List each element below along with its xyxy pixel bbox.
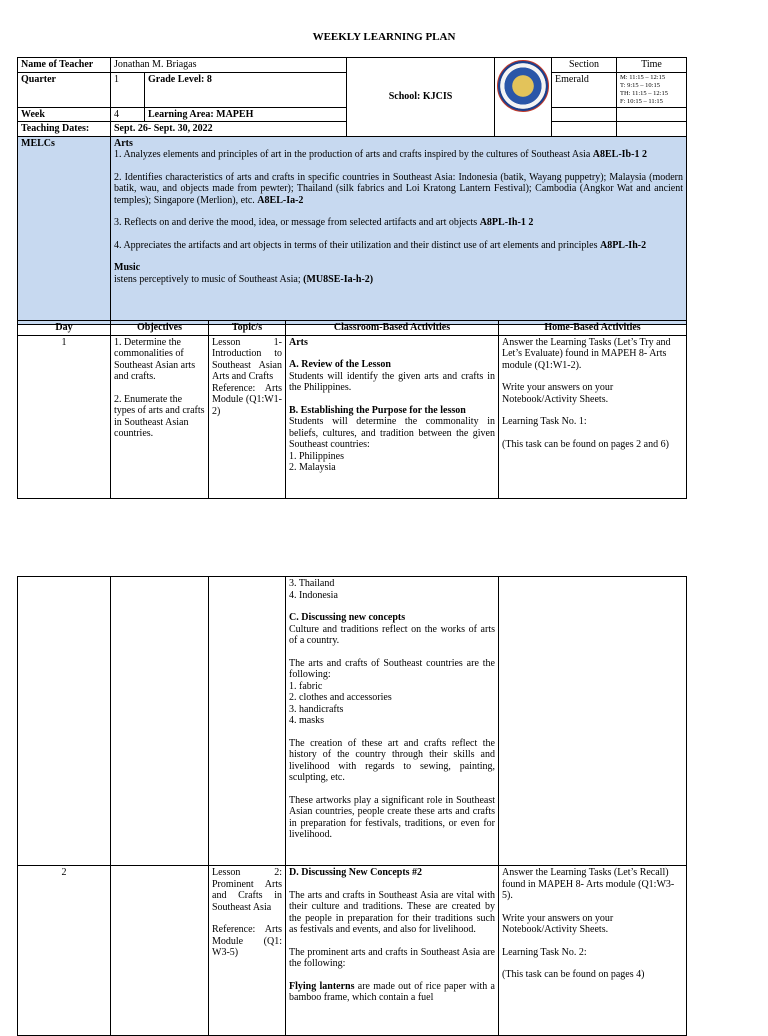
melc-item: 4. Appreciates the artifacts and art objects in terms of their utilization and their distinct use of art elements and principles A8PL-Ih-2: [114, 239, 647, 251]
empty-cell: [18, 577, 111, 866]
topic-title: Lesson 1- Introduction to Southeast Asian Arts and Crafts: [212, 336, 282, 382]
time-line: M: 11:15 – 12:15: [620, 73, 666, 81]
document-title: WEEKLY LEARNING PLAN: [312, 31, 456, 43]
empty-cell: [617, 122, 687, 137]
list-item: 4. masks: [289, 715, 324, 726]
home-activity: Answer the Learning Tasks (Let’s Try and Let’s Evaluate) found in MAPEH 8- Arts module (Q1:W1-2).: [502, 336, 671, 371]
home-activity: (This task can be found on pages 2 and 6): [502, 438, 669, 450]
day-number: 1: [18, 335, 111, 498]
section-value: Emerald: [552, 72, 617, 107]
melcs-music-heading: Music: [114, 262, 141, 273]
objective: 2. Enumerate the types of arts and crafts in Southeast Asian countries.: [114, 393, 205, 439]
school-seal-cell: [495, 58, 552, 137]
empty-cell: [499, 577, 687, 866]
list-intro: The arts and crafts of Southeast countries are the following:: [289, 657, 495, 680]
classroom-cell: [286, 335, 499, 498]
home-activity: Learning Task No. 2:: [502, 946, 587, 958]
concepts-heading: D. Discussing New Concepts #2: [289, 867, 423, 878]
activities-table-page2: [17, 576, 687, 1036]
home-activity: (This task can be found on pages 4): [502, 969, 645, 980]
topic-title: Lesson 2: Prominent Arts and Crafts in Southeast Asia: [212, 867, 282, 913]
col-objectives: Objectives: [111, 321, 209, 336]
empty-cell: [111, 866, 209, 1036]
teacher-label: Name of Teacher: [18, 58, 111, 73]
quarter-label: Quarter: [18, 72, 111, 107]
col-classroom: Classroom-Based Activities: [286, 321, 499, 336]
country-item: 4. Indonesia: [289, 589, 338, 601]
purpose-text: Students will determine the commonality in beliefs, cultures, and tradition between the given Southeast countries:: [289, 416, 495, 450]
list-item: 1. fabric: [289, 680, 323, 692]
home-activity: Answer the Learning Tasks (Let’s Recall) found in MAPEH 8- Arts module (Q1:W3-5).: [502, 867, 675, 901]
school-seal-logo: [497, 60, 549, 112]
concepts-heading: C. Discussing new concepts: [289, 612, 406, 623]
empty-cell: [209, 577, 286, 866]
melc-item: 1. Analyzes elements and principles of art in the production of arts and crafts inspired by the cultures of Southeast Asia A8EL-Ib-1 2: [114, 149, 647, 160]
melc-item: 3. Reflects on and derive the mood, idea, or message from selected artifacts and art objects A8PL-Ih-1 2: [114, 217, 534, 228]
home-activity: Learning Task No. 1:: [502, 416, 587, 427]
empty-cell: [552, 107, 617, 122]
teaching-dates: Sept. 26- Sept. 30, 2022: [111, 122, 347, 137]
review-heading: A. Review of the Lesson: [289, 359, 391, 370]
time-schedule: [617, 72, 687, 107]
paragraph: The arts and crafts in Southeast Asia are vital with their culture and traditions. These are created by the people in preparation for their traditions such as festivals and events, and also for livelihood.: [289, 889, 495, 935]
section-label: Section: [552, 58, 617, 73]
review-text: Students will identify the given arts and crafts in the Philippines.: [289, 370, 495, 393]
learning-area: Learning Area: MAPEH: [145, 107, 347, 122]
topic-reference: Reference: Arts Module (Q1: W3-5): [212, 924, 282, 958]
day-number: 2: [18, 866, 111, 1036]
home-activity: Write your answers on your Notebook/Activity Sheets.: [502, 912, 614, 935]
empty-cell: [617, 107, 687, 122]
paragraph: The prominent arts and crafts in Southeast Asia are the following:: [289, 946, 495, 969]
time-line: TH: 11:15 – 12:15: [620, 89, 668, 97]
paragraph: These artworks play a significant role in Southeast Asian countries, people create these arts and crafts in preparation for festivals, traditions, or even for livelihood.: [289, 794, 495, 840]
country-item: 1. Philippines: [289, 450, 345, 462]
paragraph: The creation of these art and crafts reflect the history of the country through their skills and livelihood with regards to sewing, painting, sculpting, etc.: [289, 737, 495, 783]
empty-cell: [111, 577, 209, 866]
country-item: 3. Thailand: [289, 578, 335, 589]
dates-label: Teaching Dates:: [18, 122, 111, 137]
week-label: Week: [18, 107, 111, 122]
classroom-heading: Arts: [289, 336, 308, 348]
topic-cell: [209, 335, 286, 498]
week-value: 4: [111, 107, 145, 122]
concepts-text: Culture and traditions reflect on the works of arts of a country.: [289, 623, 495, 646]
melc-item: 2. Identifies characteristics of arts and crafts in specific countries in Southeast Asia: Indonesia (batik, Wayang puppetry); Malaysia (modern batik, wau, and objects made from pewter); Thailand (silk fabrics and Loi Kratong Lantern Festival); Cambodia (Angkor Wat and ancient temples); Singapore (Merlion), etc. A8EL-Ia-2: [114, 171, 683, 206]
melcs-content: [111, 136, 687, 324]
music-melc: istens perceptively to music of Southeast Asia; (MU8SE-Ia-h-2): [114, 273, 374, 285]
activities-table-page1: [17, 320, 687, 499]
melc-code: A8EL-Ia-2: [257, 194, 304, 206]
purpose-heading: B. Establishing the Purpose for the lesson: [289, 404, 466, 416]
classroom-cell: [286, 577, 499, 866]
teacher-name: Jonathan M. Briagas: [111, 58, 347, 73]
col-day: Day: [18, 321, 111, 336]
objectives-cell: [111, 335, 209, 498]
topic-cell: [209, 866, 286, 1036]
plan-table-page1: [17, 57, 687, 325]
melcs-label: MELCs: [18, 136, 111, 324]
school-name: School: KJCIS: [347, 58, 495, 137]
home-cell: [499, 866, 687, 1036]
home-cell: [499, 335, 687, 498]
empty-cell: [552, 122, 617, 137]
melc-code: A8EL-Ib-1 2: [592, 149, 647, 160]
list-item: 2. clothes and accessories: [289, 692, 392, 703]
country-item: 2. Malaysia: [289, 462, 336, 473]
time-label: Time: [617, 58, 687, 73]
paragraph: Flying lanterns are made out of rice paper with a bamboo frame, which contain a fuel: [289, 980, 495, 1003]
melc-code: (MU8SE-Ia-h-2): [303, 273, 374, 285]
time-line: F: 10:15 – 11:15: [620, 97, 663, 105]
grade-level: Grade Level: 8: [145, 72, 347, 107]
melc-code: A8PL-Ih-2: [599, 239, 647, 251]
classroom-cell: [286, 866, 499, 1036]
col-topics: Topic/s: [209, 321, 286, 336]
melc-code: A8PL-Ih-1 2: [479, 217, 534, 228]
list-item: 3. handicrafts: [289, 703, 344, 715]
home-activity: Write your answers on your Notebook/Activity Sheets.: [502, 382, 614, 405]
melcs-arts-heading: Arts: [114, 137, 133, 149]
col-home: Home-Based Activities: [499, 321, 687, 336]
quarter-value: 1: [111, 72, 145, 107]
topic-reference: Reference: Arts Module (Q1:W1-2): [212, 382, 282, 417]
objective: 1. Determine the commonalities of Southeast Asian arts and crafts.: [114, 336, 196, 382]
time-line: T: 9:15 – 10:15: [620, 81, 660, 89]
